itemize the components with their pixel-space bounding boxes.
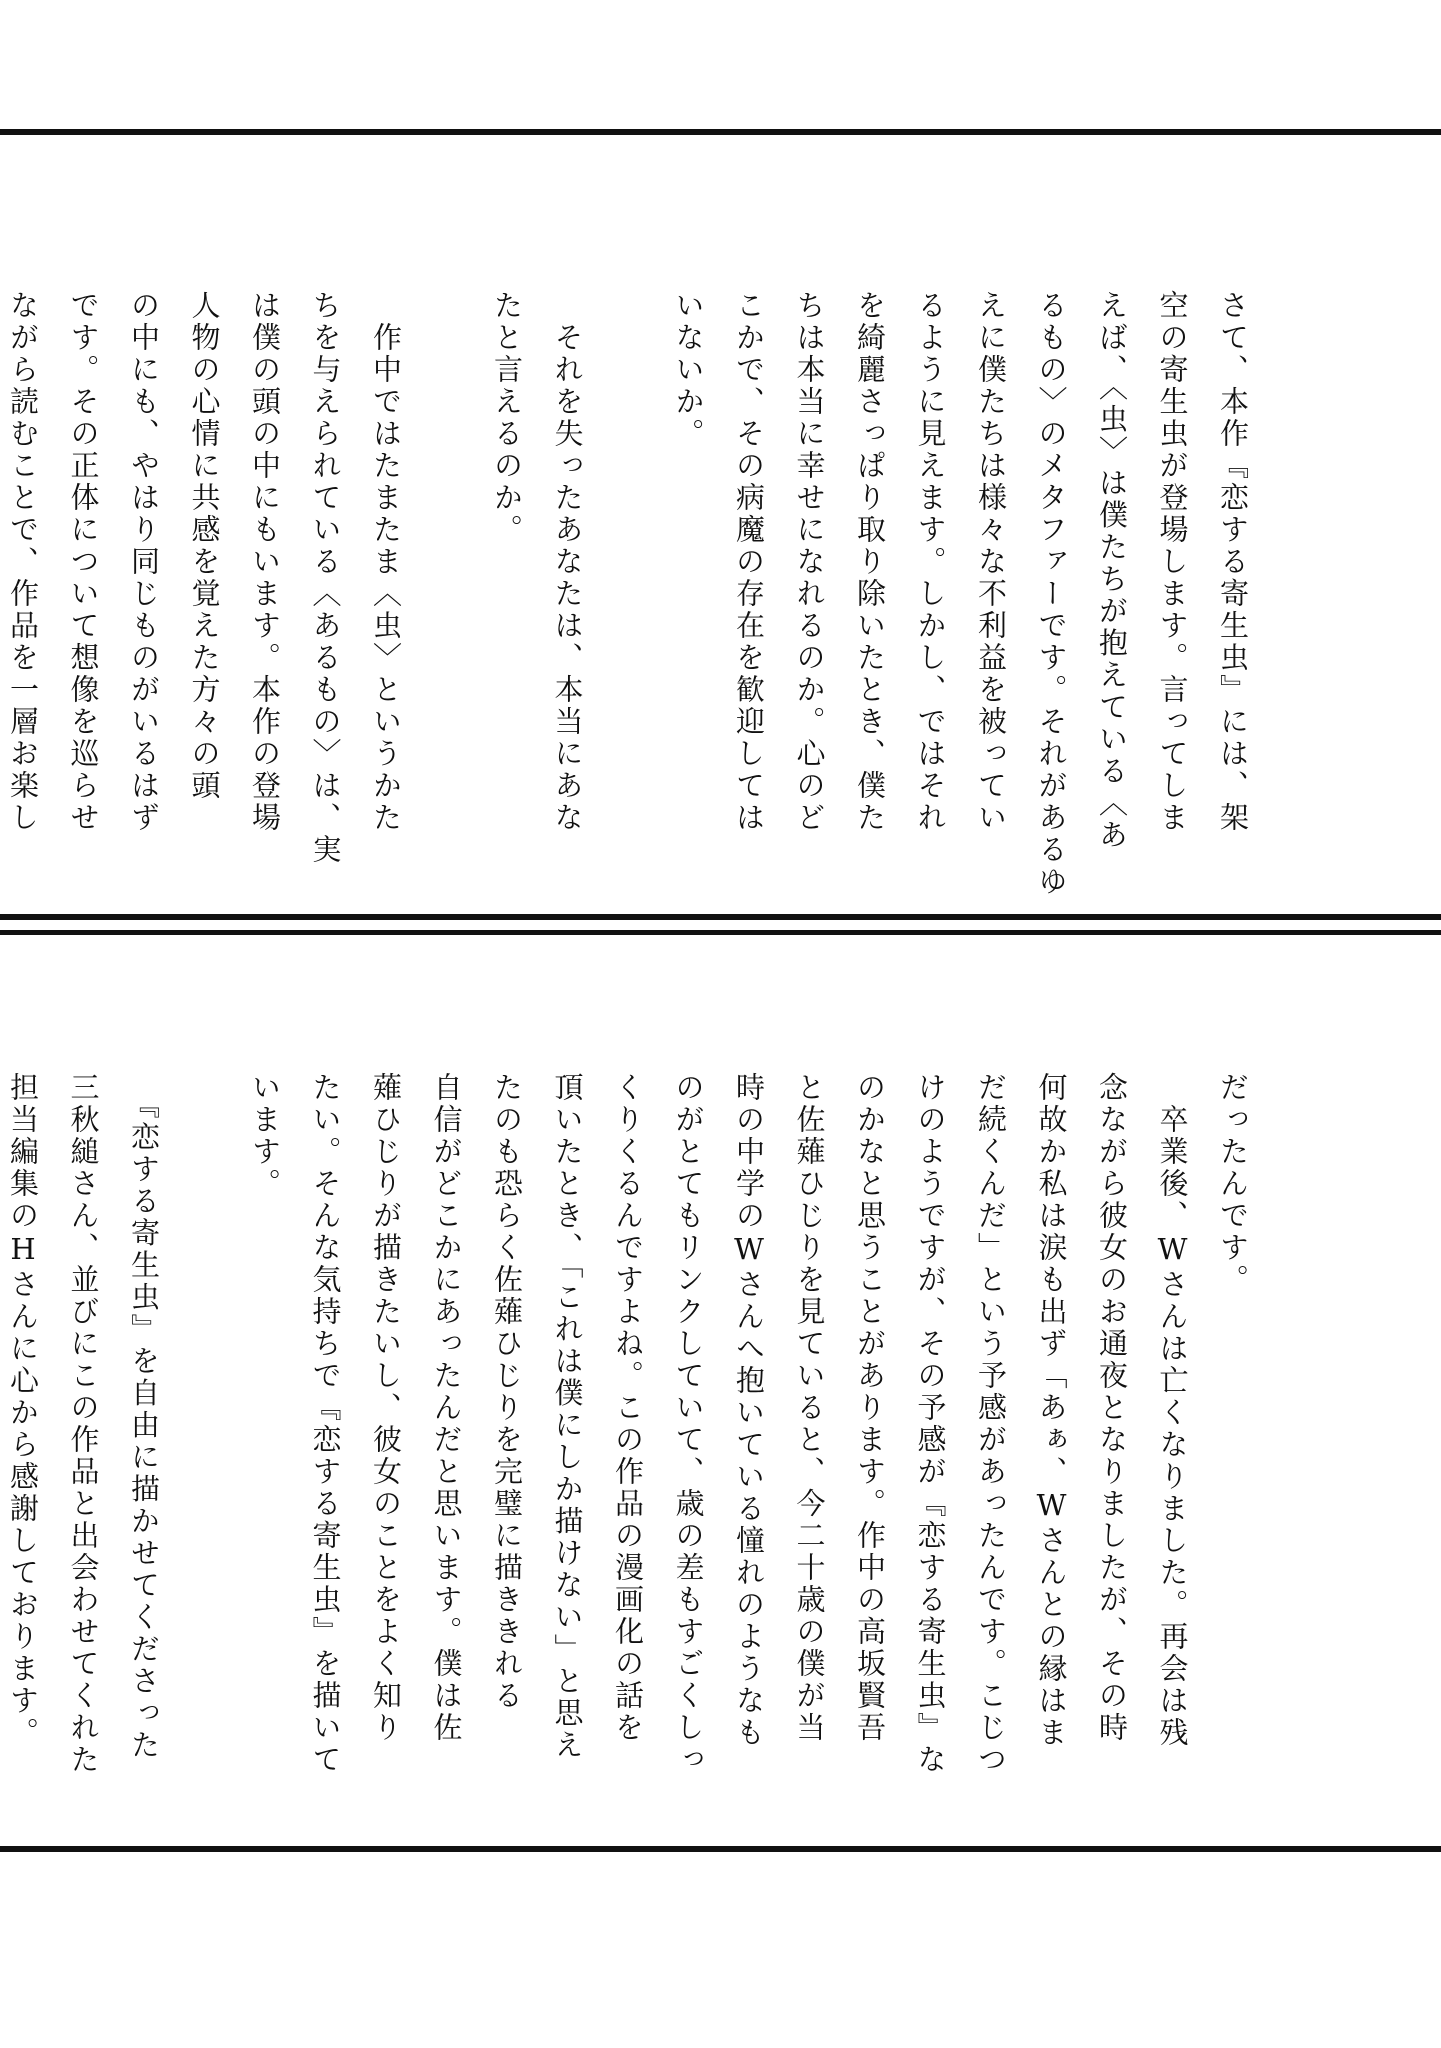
text-line: こかで、その病魔の存在を歓迎しては xyxy=(732,290,766,834)
text-line: だ続くんだ」という予感があったんです。こじつ xyxy=(974,1072,1008,1776)
middle-divider-rule-upper xyxy=(0,914,1441,920)
paragraph-gap xyxy=(174,1072,235,1612)
text-line: 自信がどこかにあったんだと思います。僕は佐 xyxy=(429,1072,464,1744)
text-line: 薙ひじりが描きたいし、彼女のことをよく知り xyxy=(369,1072,403,1744)
text-line: 担当編集のHさんに心から感謝しております。 xyxy=(6,1072,40,1749)
text-line: を綺麗さっぱり取り除いたとき、僕た xyxy=(853,290,887,834)
afterword-bottom-page xyxy=(0,1072,1263,1776)
paragraph-gap xyxy=(416,290,477,830)
afterword-top-page xyxy=(0,290,1263,898)
text-line: 人物の心情に共感を覚えた方々の頭 xyxy=(187,290,222,802)
text-line: のかなと思うことがあります。作中の高坂賢吾 xyxy=(853,1072,887,1744)
text-line: 卒業後、Wさんは亡くなりました。再会は残 xyxy=(1155,1072,1190,1749)
text-line: だったんです。 xyxy=(1216,1072,1250,1296)
text-line: は僕の頭の中にもいます。本作の登場 xyxy=(248,290,282,834)
text-line: います。 xyxy=(248,1072,282,1200)
text-line: のがとてもリンクしていて、歳の差もすごくしっ xyxy=(671,1072,706,1776)
text-line: るように見えます。しかし、ではそれ xyxy=(913,290,948,834)
text-line: たと言えるのか。 xyxy=(490,290,524,546)
text-line: ちは本当に幸せになれるのか。心のど xyxy=(792,290,827,834)
text-line: ながら読むことで、作品を一層お楽し xyxy=(6,290,40,834)
text-line: るもの〉のメタファーです。それがあるゆ xyxy=(1034,290,1069,898)
text-line: 何故か私は涙も出ず「あぁ、Wさんとの縁はま xyxy=(1034,1072,1069,1749)
text-line: たい。そんな気持ちで『恋する寄生虫』を描いて xyxy=(308,1072,343,1776)
text-line: 頂いたとき、「これは僕にしか描けない」と思え xyxy=(550,1072,585,1762)
text-line: です。その正体について想像を巡らせ xyxy=(66,290,101,834)
text-line: 空の寄生虫が登場します。言ってしま xyxy=(1155,290,1190,834)
text-line: えに僕たちは様々な不利益を被ってい xyxy=(974,290,1008,834)
bottom-divider-rule xyxy=(0,1846,1441,1852)
text-line: さて、本作『恋する寄生虫』には、架 xyxy=(1216,290,1250,834)
text-line: それを失ったあなたは、本当にあな xyxy=(550,290,585,834)
text-line: いないか。 xyxy=(671,290,706,450)
middle-divider-rule-lower xyxy=(0,930,1441,935)
text-line: えば、〈虫〉は僕たちが抱えている〈あ xyxy=(1095,290,1129,852)
text-line: 三秋縋さん、並びにこの作品と出会わせてくれた xyxy=(66,1072,101,1776)
text-line: ちを与えられている〈あるもの〉は、実 xyxy=(308,290,343,866)
top-divider-rule xyxy=(0,129,1441,135)
text-line: と佐薙ひじりを見ていると、今二十歳の僕が当 xyxy=(792,1072,827,1744)
paragraph-gap xyxy=(598,290,659,830)
text-line: 『恋する寄生虫』を自由に描かせてくださった xyxy=(127,1072,161,1762)
text-line: たのも恐らく佐薙ひじりを完璧に描ききれる xyxy=(490,1072,524,1712)
text-line: 念ながら彼女のお通夜となりましたが、その時 xyxy=(1095,1072,1129,1744)
text-line: 時の中学のWさんへ抱いている憧れのようなも xyxy=(732,1072,766,1749)
text-line: 作中ではたまたま〈虫〉というかた xyxy=(369,290,403,834)
text-line: くりくるんですよね。この作品の漫画化の話を xyxy=(611,1072,645,1744)
text-line: の中にも、やはり同じものがいるはず xyxy=(127,290,161,834)
text-line: けのようですが、その予感が『恋する寄生虫』な xyxy=(913,1072,948,1776)
